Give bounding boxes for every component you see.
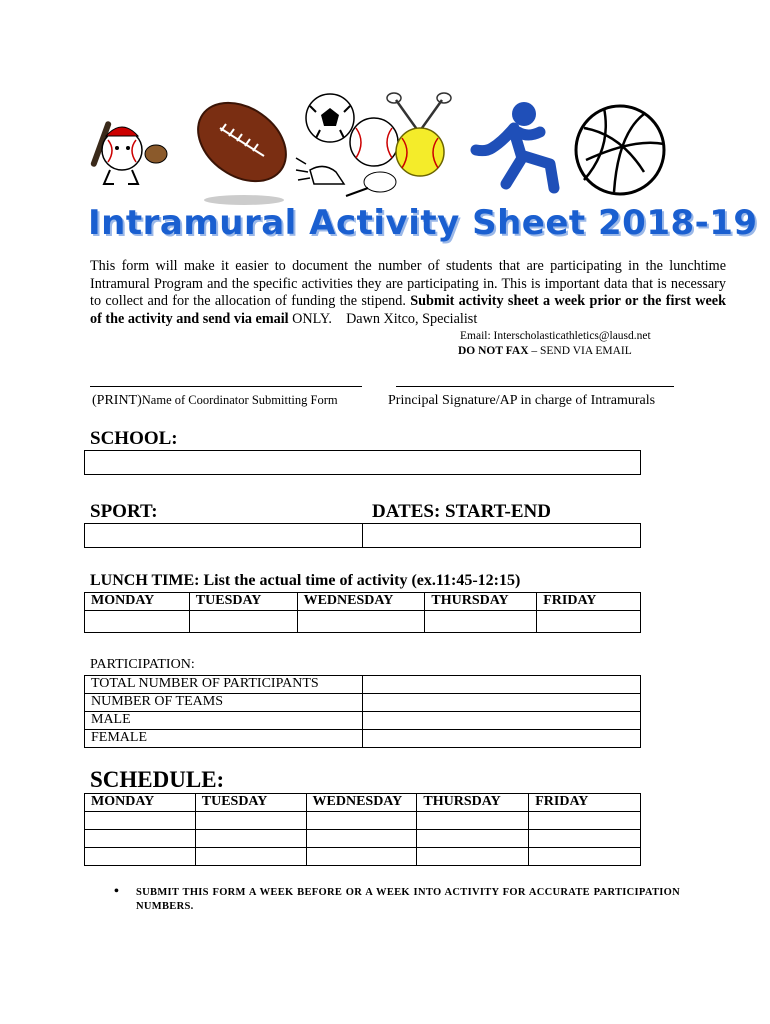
participation-total-value[interactable]	[362, 676, 640, 694]
intro-paragraph	[90, 258, 726, 328]
participation-female-value[interactable]	[362, 730, 640, 748]
lunch-time-label: LUNCH TIME: List the actual time of activity (ex.11:45-12:15)	[90, 572, 521, 589]
soccer-ball-icon	[306, 94, 354, 142]
football-icon	[183, 92, 301, 205]
lunch-value-row	[85, 611, 641, 633]
footer-note: SUBMIT THIS FORM A WEEK BEFORE OR A WEEK INTO ACTIVITY FOR ACCURATE PARTICIPATION NUMBERS.	[136, 887, 680, 912]
schedule-cell[interactable]	[306, 830, 417, 848]
coordinator-print-prefix: (PRINT)	[92, 393, 142, 408]
sport-field[interactable]	[84, 523, 363, 548]
lunch-time-thursday[interactable]	[425, 611, 537, 633]
schedule-cell[interactable]	[417, 812, 529, 830]
lunch-day-wednesday: WEDNESDAY	[297, 593, 425, 611]
dates-label: DATES: START-END	[372, 501, 551, 522]
principal-signature-label: Principal Signature/AP in charge of Intramurals	[388, 393, 656, 408]
footer-bullet: •	[114, 884, 119, 899]
no-fax-rest: – SEND VIA EMAIL	[528, 345, 632, 357]
sport-label: SPORT:	[90, 501, 158, 522]
lunch-day-friday: FRIDAY	[537, 593, 641, 611]
schedule-cell[interactable]	[417, 848, 529, 866]
schedule-row	[85, 830, 641, 848]
schedule-cell[interactable]	[195, 830, 306, 848]
principal-signature-line[interactable]	[396, 386, 674, 387]
baseball-mascot-icon	[90, 120, 167, 184]
lunch-header-row	[85, 593, 641, 611]
schedule-label: SCHEDULE:	[90, 767, 225, 792]
coordinator-signature-label	[92, 393, 338, 409]
lunch-time-friday[interactable]	[537, 611, 641, 633]
participation-row	[85, 712, 641, 730]
participation-teams-label: NUMBER OF TEAMS	[85, 694, 363, 712]
intro-text: This form will make it easier to document the number of students that are participating in the lunchtime Intramural Program and the specific activities they are participating in. This is important data that is necessary to collect and for the allocation of funding the stipend.	[90, 258, 726, 309]
participation-table	[84, 675, 641, 748]
lunch-time-table	[84, 592, 641, 633]
schedule-cell[interactable]	[529, 812, 641, 830]
page-title: Intramural Activity Sheet 2018-19	[88, 203, 758, 243]
schedule-cell[interactable]	[417, 830, 529, 848]
schedule-row	[85, 848, 641, 866]
contact-name: Dawn Xitco, Specialist	[346, 310, 478, 327]
coordinator-signature-line[interactable]	[90, 386, 362, 387]
schedule-day-wednesday: WEDNESDAY	[306, 794, 417, 812]
softball-icon	[396, 128, 444, 176]
sports-clipart-banner	[84, 92, 684, 210]
schedule-row	[85, 812, 641, 830]
contact-email: Email: Interscholasticathletics@lausd.net	[460, 330, 651, 342]
participation-male-label: MALE	[85, 712, 363, 730]
dates-field[interactable]	[362, 523, 641, 548]
intro-bold-instruction: Submit activity sheet a week prior or the first week of the activity and send via email	[90, 293, 726, 327]
baseball-icon	[350, 118, 398, 166]
lunch-time-tuesday[interactable]	[189, 611, 297, 633]
schedule-cell[interactable]	[195, 812, 306, 830]
schedule-day-thursday: THURSDAY	[417, 794, 529, 812]
schedule-table	[84, 793, 641, 866]
participation-teams-value[interactable]	[362, 694, 640, 712]
volleyball-icon	[576, 106, 664, 194]
participation-label: PARTICIPATION:	[90, 657, 195, 672]
lunch-day-tuesday: TUESDAY	[189, 593, 297, 611]
schedule-day-monday: MONDAY	[85, 794, 196, 812]
intro-text-tail: ONLY.	[288, 310, 332, 327]
no-fax-bold: DO NOT FAX	[458, 345, 529, 357]
schedule-cell[interactable]	[85, 812, 196, 830]
participation-female-label: FEMALE	[85, 730, 363, 748]
schedule-cell[interactable]	[195, 848, 306, 866]
participation-row	[85, 730, 641, 748]
schedule-cell[interactable]	[85, 830, 196, 848]
schedule-header-row	[85, 794, 641, 812]
school-label: SCHOOL:	[90, 428, 178, 449]
schedule-cell[interactable]	[306, 848, 417, 866]
lunch-day-monday: MONDAY	[85, 593, 190, 611]
coordinator-label: Name of Coordinator Submitting Form	[141, 393, 338, 407]
lunch-day-thursday: THURSDAY	[425, 593, 537, 611]
participation-male-value[interactable]	[362, 712, 640, 730]
schedule-day-tuesday: TUESDAY	[195, 794, 306, 812]
schedule-cell[interactable]	[306, 812, 417, 830]
schedule-cell[interactable]	[529, 830, 641, 848]
schedule-cell[interactable]	[85, 848, 196, 866]
lunch-time-monday[interactable]	[85, 611, 190, 633]
schedule-cell[interactable]	[529, 848, 641, 866]
participation-row	[85, 676, 641, 694]
schedule-day-friday: FRIDAY	[529, 794, 641, 812]
participation-row	[85, 694, 641, 712]
runner-icon	[476, 102, 554, 188]
school-field[interactable]	[84, 450, 641, 475]
lunch-time-wednesday[interactable]	[297, 611, 425, 633]
participation-total-label: TOTAL NUMBER OF PARTICIPANTS	[85, 676, 363, 694]
no-fax-note	[458, 345, 632, 357]
